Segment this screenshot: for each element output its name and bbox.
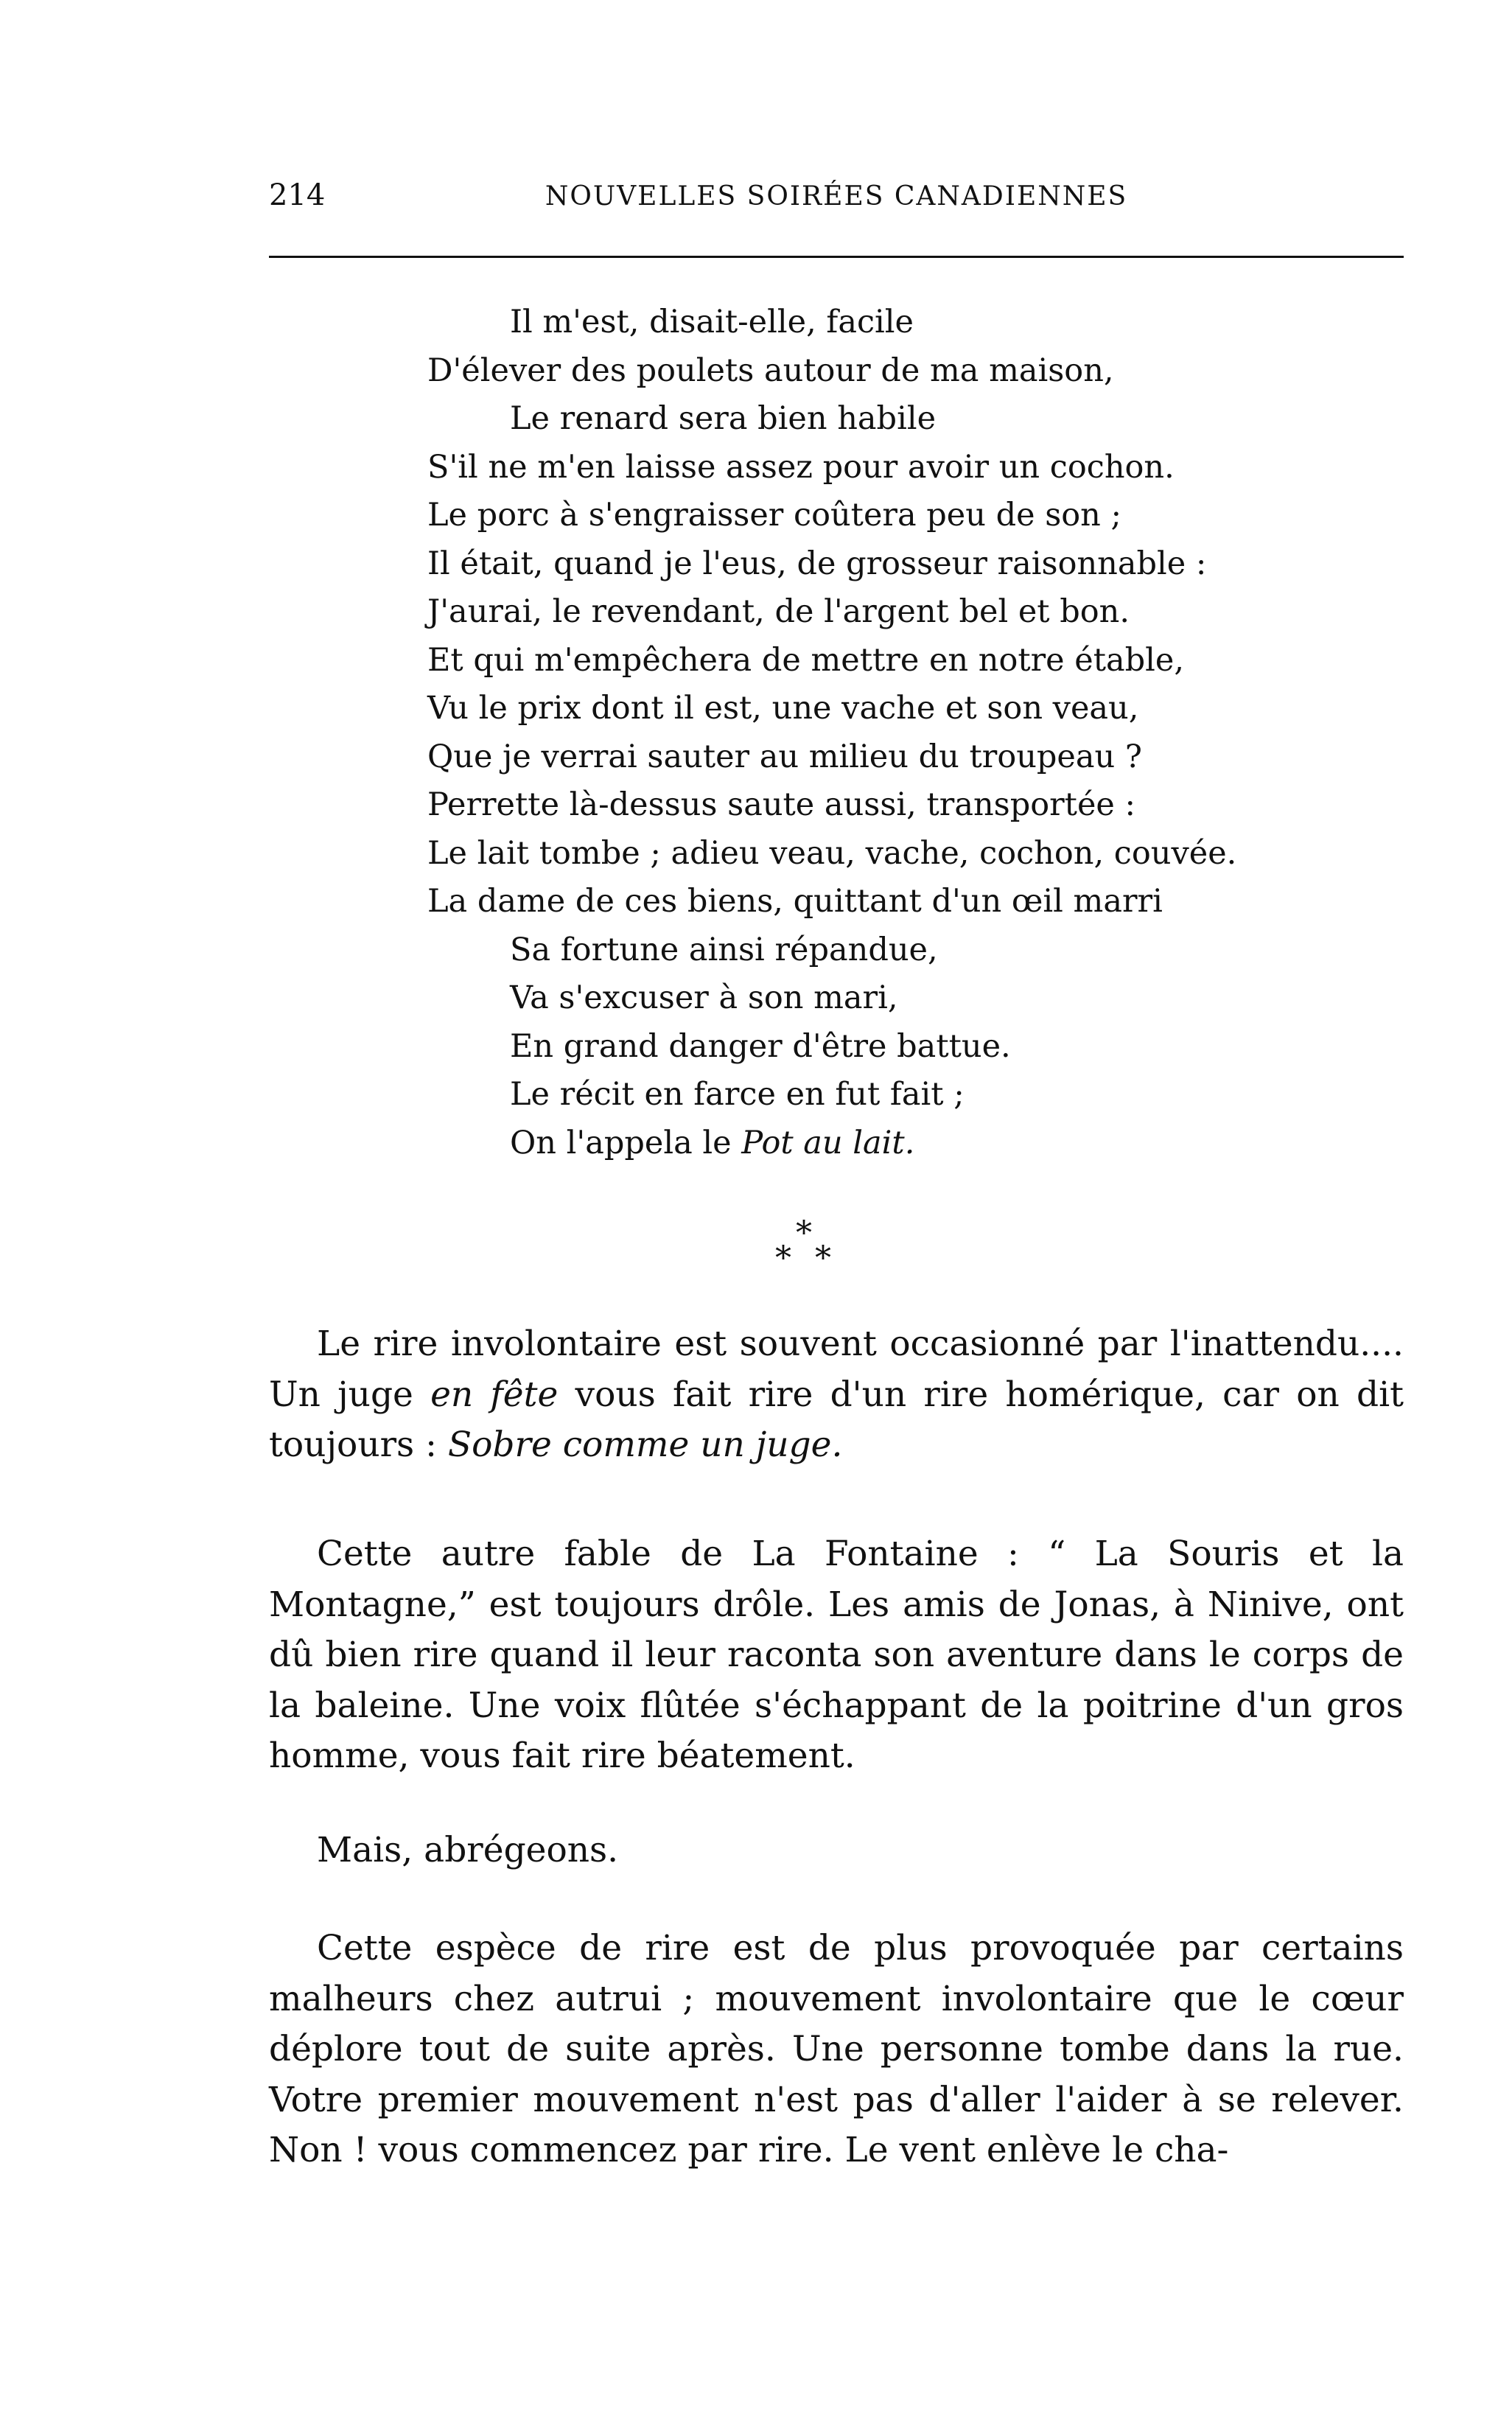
paragraph-text: vous fait rire d'un rire homérique, car on dit toujours : (269, 1374, 1404, 1465)
asterisk: * (815, 1240, 831, 1277)
poem-line: Perrette là-dessus saute aussi, transportée : (427, 786, 1136, 823)
poem-line: En grand danger d'être battue. (510, 1027, 1011, 1065)
poem-line: Il m'est, disait-elle, facile (510, 304, 914, 340)
page-header (269, 178, 1404, 223)
poem-line: D'élever des poulets autour de ma maison, (427, 352, 1114, 389)
poem-line: Et qui m'empêchera de mettre en notre étable, (427, 641, 1185, 679)
poem-line: La dame de ces biens, quittant d'un œil marri (427, 883, 1163, 920)
asterism-divider (775, 1214, 893, 1288)
poem-line: Que je verrai sauter au milieu du troupeau ? (427, 738, 1142, 775)
paragraph-text: Le rire involontaire est souvent occasionné par l'inattendu.... Un juge (269, 1324, 1404, 1415)
poem-line: Il était, quand je l'eus, de grosseur raisonnable : (427, 545, 1207, 582)
italic-phrase: en fête (430, 1374, 559, 1415)
page-number: 214 (269, 178, 326, 212)
poem-line: Le récit en farce en fut fait ; (510, 1076, 965, 1113)
paragraph-malheurs: Cette espèce de rire est de plus provoquée par certains malheurs chez autrui ; mouvement involontaire que le cœur déplore tout de suite après. Une personne tombe dans la rue. Votre premier mouvement n'est pas d'aller l'aider à se relever. Non ! vous commencez par rire. Le vent enlève le cha- (269, 1928, 1404, 2170)
poem-line: Sa fortune ainsi répandue, (510, 931, 938, 968)
asterisk: * (796, 1214, 812, 1252)
running-title: NOUVELLES SOIRÉES CANADIENNES (545, 181, 1128, 212)
poem-line: Vu le prix dont il est, une vache et son veau, (427, 690, 1139, 727)
paragraph-rire-involontaire (269, 1319, 1404, 1471)
asterisk: * (775, 1240, 791, 1277)
paragraph-abregeons: Mais, abrégeons. (317, 1830, 619, 1870)
poem-title-italic: Pot au lait. (741, 1124, 915, 1161)
poem-line: Le renard sera bien habile (510, 400, 937, 437)
header-rule (269, 256, 1404, 258)
poem-line: J'aurai, le revendant, de l'argent bel et bon. (427, 593, 1130, 630)
poem-line: S'il ne m'en laisse assez pour avoir un cochon. (427, 448, 1175, 486)
poem-line: Va s'excuser à son mari, (510, 979, 898, 1016)
poem-line-text: On l'appela le (510, 1124, 742, 1161)
paragraph-la-fontaine: Cette autre fable de La Fontaine : “ La Souris et la Montagne,” est toujours drôle. Les amis de Jonas, à Ninive, ont dû bien rire quand il leur raconta son aventure dans le corps de la baleine. Une voix flûtée s'échappant de la poitrine d'un gros homme, vous fait rire béatement. (269, 1534, 1404, 1776)
poem-line: Le lait tombe ; adieu veau, vache, cochon, couvée. (427, 834, 1237, 872)
italic-phrase: Sobre comme un juge. (447, 1425, 843, 1465)
poem (427, 298, 1385, 1167)
poem-line: Le porc à s'engraisser coûtera peu de son ; (427, 497, 1122, 534)
poem-line-last (427, 1119, 1385, 1168)
